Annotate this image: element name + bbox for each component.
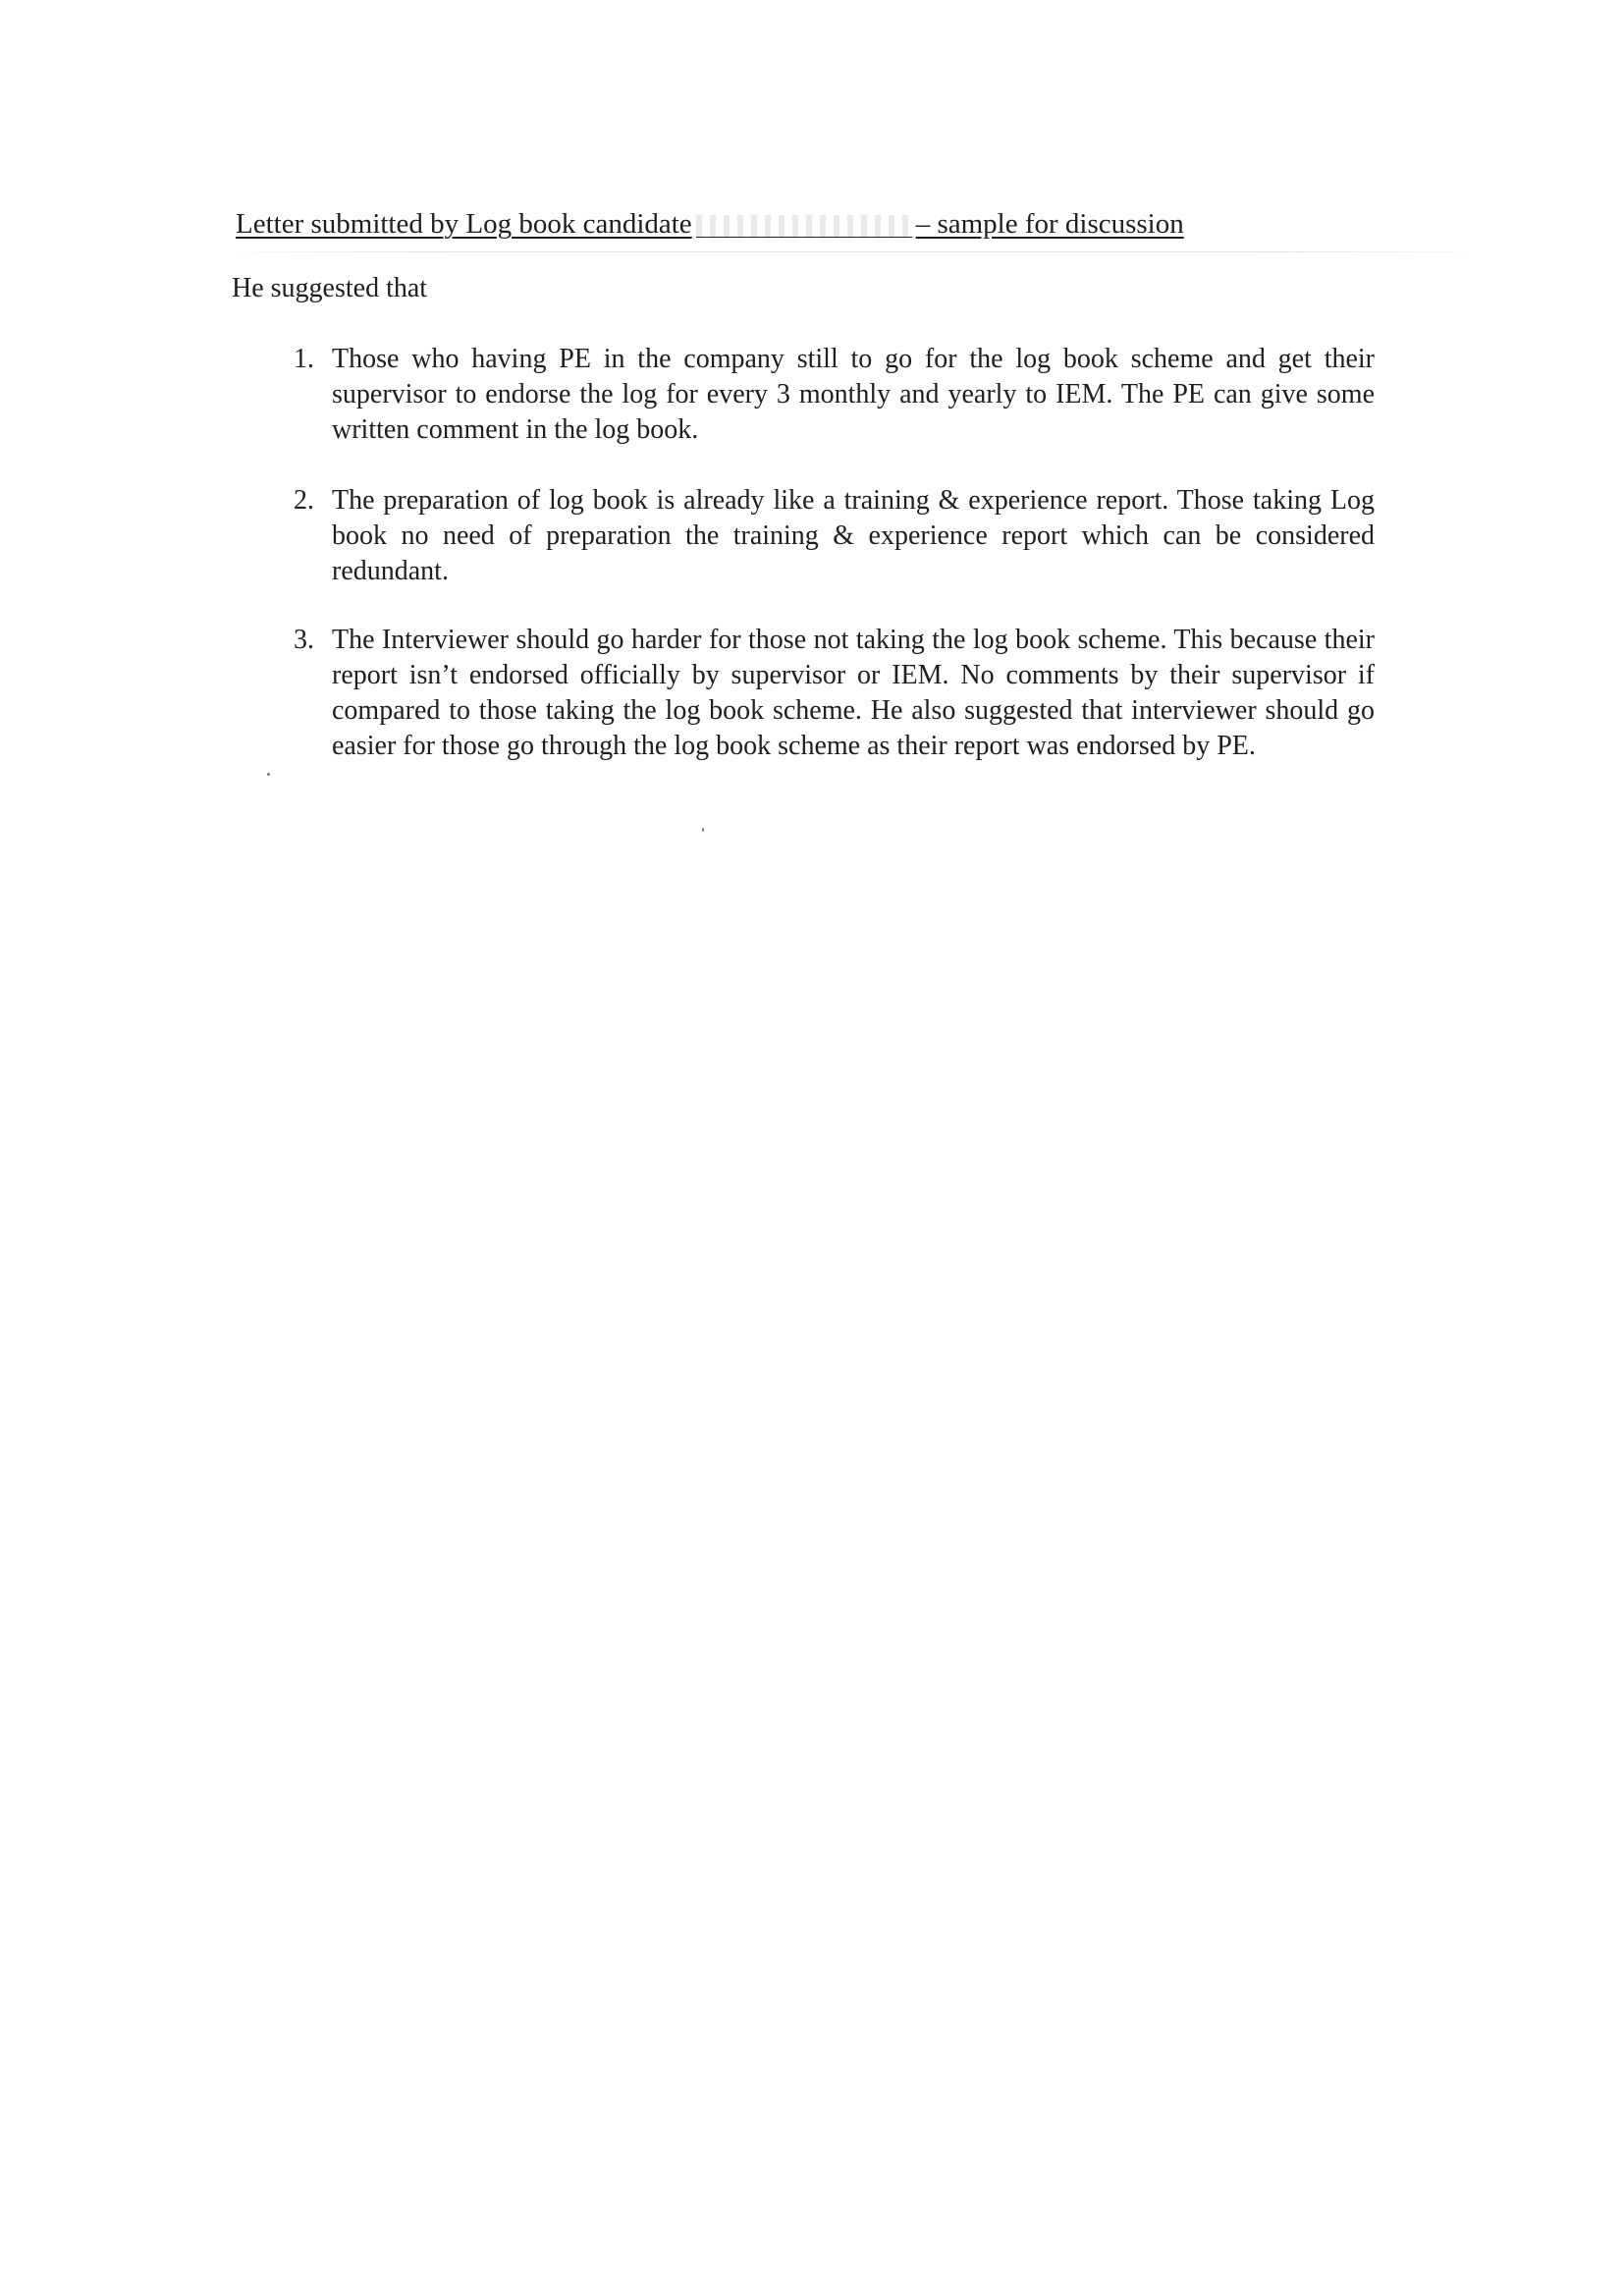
list-item [275, 342, 1375, 450]
list-item-number: 2. [294, 485, 314, 516]
document-title [236, 206, 1237, 242]
title-text-start: Letter submitted by Log book candidate [236, 208, 692, 240]
title-text-end: – sample for discussion [915, 208, 1184, 240]
list-item-number: 1. [294, 344, 314, 374]
list-item-text: Those who having PE in the company still to go for the log book scheme and get their supervisor to endorse the log for every 3 monthly and yearly to IEM. The PE can give some written comment in the log book. [332, 344, 1375, 445]
list-item-text: The Interviewer should go harder for those not taking the log book scheme. This because their report isn’t endorsed officially by supervisor or IEM. No comments by their supervisor if compared to those taking the log book scheme. He also suggested that interviewer should go easier for those go through the log book scheme as their report was endorsed by PE. [332, 625, 1375, 761]
list-item-text: The preparation of log book is already like a training & experience report. Those taking Log book no need of preparation the training & experience report which can be considered redundant. [332, 485, 1375, 586]
list-item [275, 483, 1375, 591]
scan-speck [702, 828, 704, 832]
intro-text: He suggested that [232, 273, 428, 303]
list-item-number: 3. [294, 625, 314, 655]
scan-speck [267, 773, 270, 776]
scan-artifact-line [206, 251, 1502, 252]
redacted-name [696, 215, 912, 238]
list-item [275, 623, 1375, 799]
